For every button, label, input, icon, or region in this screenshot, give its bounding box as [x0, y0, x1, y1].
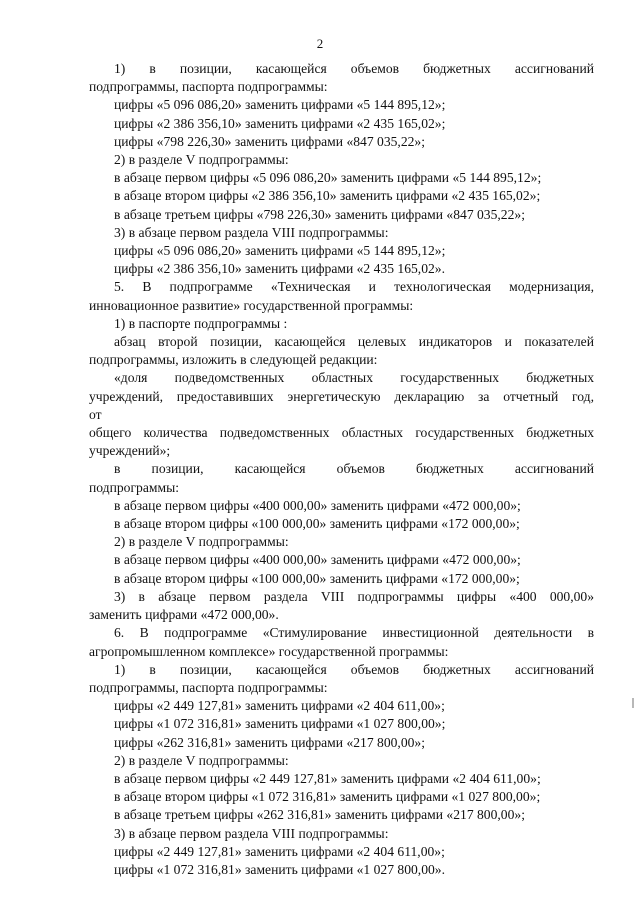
- paragraph-line: цифры «2 386 356,10» заменить цифрами «2 435 165,02».: [114, 261, 445, 277]
- paragraph-line: в абзаце третьем цифры «798 226,30» заменить цифрами «847 035,22»;: [114, 206, 525, 222]
- paragraph-line: 2) в разделе V подпрограммы:: [114, 752, 289, 768]
- paragraph-line: 1) в позиции, касающейся объемов бюджетных ассигнований: [114, 661, 594, 677]
- paragraph-line: в позиции, касающейся объемов бюджетных ассигнований: [114, 461, 594, 477]
- paragraph-line: абзац второй позиции, касающейся целевых индикаторов и показателей: [114, 334, 594, 350]
- paragraph-line: цифры «1 072 316,81» заменить цифрами «1 027 800,00»;: [114, 716, 446, 732]
- paragraph-line: цифры «2 449 127,81» заменить цифрами «2 404 611,00»;: [114, 698, 445, 714]
- paragraph-line: цифры «5 096 086,20» заменить цифрами «5 144 895,12»;: [114, 97, 446, 113]
- paragraph-line: в абзаце втором цифры «1 072 316,81» заменить цифрами «1 027 800,00»;: [114, 789, 541, 805]
- paragraph-line: 2) в разделе V подпрограммы:: [114, 534, 289, 550]
- paragraph-line: в абзаце первом цифры «400 000,00» заменить цифрами «472 000,00»;: [114, 497, 521, 513]
- paragraph-line: 3) в абзаце первом раздела VIII подпрограммы:: [114, 825, 389, 841]
- scan-artifact-mark: [632, 698, 634, 708]
- paragraph-line: общего количества подведомственных областных государственных бюджетных: [89, 425, 594, 441]
- paragraph-line: 6. В подпрограмме «Стимулирование инвестиционной деятельности в: [114, 625, 594, 641]
- paragraph-line: 2) в разделе V подпрограммы:: [114, 152, 289, 168]
- paragraph-line: в абзаце первом цифры «5 096 086,20» заменить цифрами «5 144 895,12»;: [114, 170, 542, 186]
- paragraph-line: 1) в паспорте подпрограммы :: [114, 315, 288, 331]
- paragraph-line: в абзаце втором цифры «100 000,00» заменить цифрами «172 000,00»;: [114, 516, 520, 532]
- paragraph-line: инновационное развитие» государственной программы:: [89, 297, 414, 313]
- paragraph-line: подпрограммы, паспорта подпрограммы:: [89, 679, 328, 695]
- paragraph-line: агропромышленном комплексе» государственной программы:: [89, 643, 449, 659]
- paragraph-line: подпрограммы:: [89, 479, 179, 495]
- paragraph-line: «доля подведомственных областных государственных бюджетных: [114, 370, 594, 386]
- paragraph-line: цифры «5 096 086,20» заменить цифрами «5 144 895,12»;: [114, 243, 446, 259]
- paragraph-line: цифры «2 449 127,81» заменить цифрами «2 404 611,00»;: [114, 843, 445, 859]
- page-number: 2: [316, 36, 324, 51]
- paragraph-line: в абзаце втором цифры «100 000,00» заменить цифрами «172 000,00»;: [114, 570, 520, 586]
- paragraph-line: в абзаце третьем цифры «262 316,81» заменить цифрами «217 800,00»;: [114, 807, 525, 823]
- paragraph-line: подпрограммы, паспорта подпрограммы:: [89, 79, 328, 95]
- paragraph-line: в абзаце первом цифры «400 000,00» заменить цифрами «472 000,00»;: [114, 552, 521, 568]
- paragraph-line: цифры «262 316,81» заменить цифрами «217 800,00»;: [114, 734, 425, 750]
- paragraph-line: заменить цифрами «472 000,00».: [89, 607, 279, 623]
- paragraph-line: цифры «2 386 356,10» заменить цифрами «2 435 165,02»;: [114, 115, 446, 131]
- paragraph-line: 5. В подпрограмме «Техническая и технологическая модернизация,: [114, 279, 594, 295]
- paragraph-line: цифры «1 072 316,81» заменить цифрами «1 027 800,00».: [114, 861, 445, 877]
- paragraph-line: цифры «798 226,30» заменить цифрами «847 035,22»;: [114, 133, 425, 149]
- paragraph-line: в абзаце втором цифры «2 386 356,10» заменить цифрами «2 435 165,02»;: [114, 188, 541, 204]
- paragraph-line: учреждений, предоставивших энергетическую декларацию за отчетный год, от: [89, 388, 594, 422]
- paragraph-line: подпрограммы, изложить в следующей редакции:: [89, 352, 378, 368]
- paragraph-line: учреждений»;: [89, 443, 171, 459]
- paragraph-line: 3) в абзаце первом раздела VIII подпрограммы:: [114, 224, 389, 240]
- document-body: [89, 60, 594, 879]
- paragraph-line: 3) в абзаце первом раздела VIII подпрограммы цифры «400 000,00»: [114, 588, 594, 604]
- paragraph-line: 1) в позиции, касающейся объемов бюджетных ассигнований: [114, 61, 594, 76]
- paragraph-line: в абзаце первом цифры «2 449 127,81» заменить цифрами «2 404 611,00»;: [114, 770, 541, 786]
